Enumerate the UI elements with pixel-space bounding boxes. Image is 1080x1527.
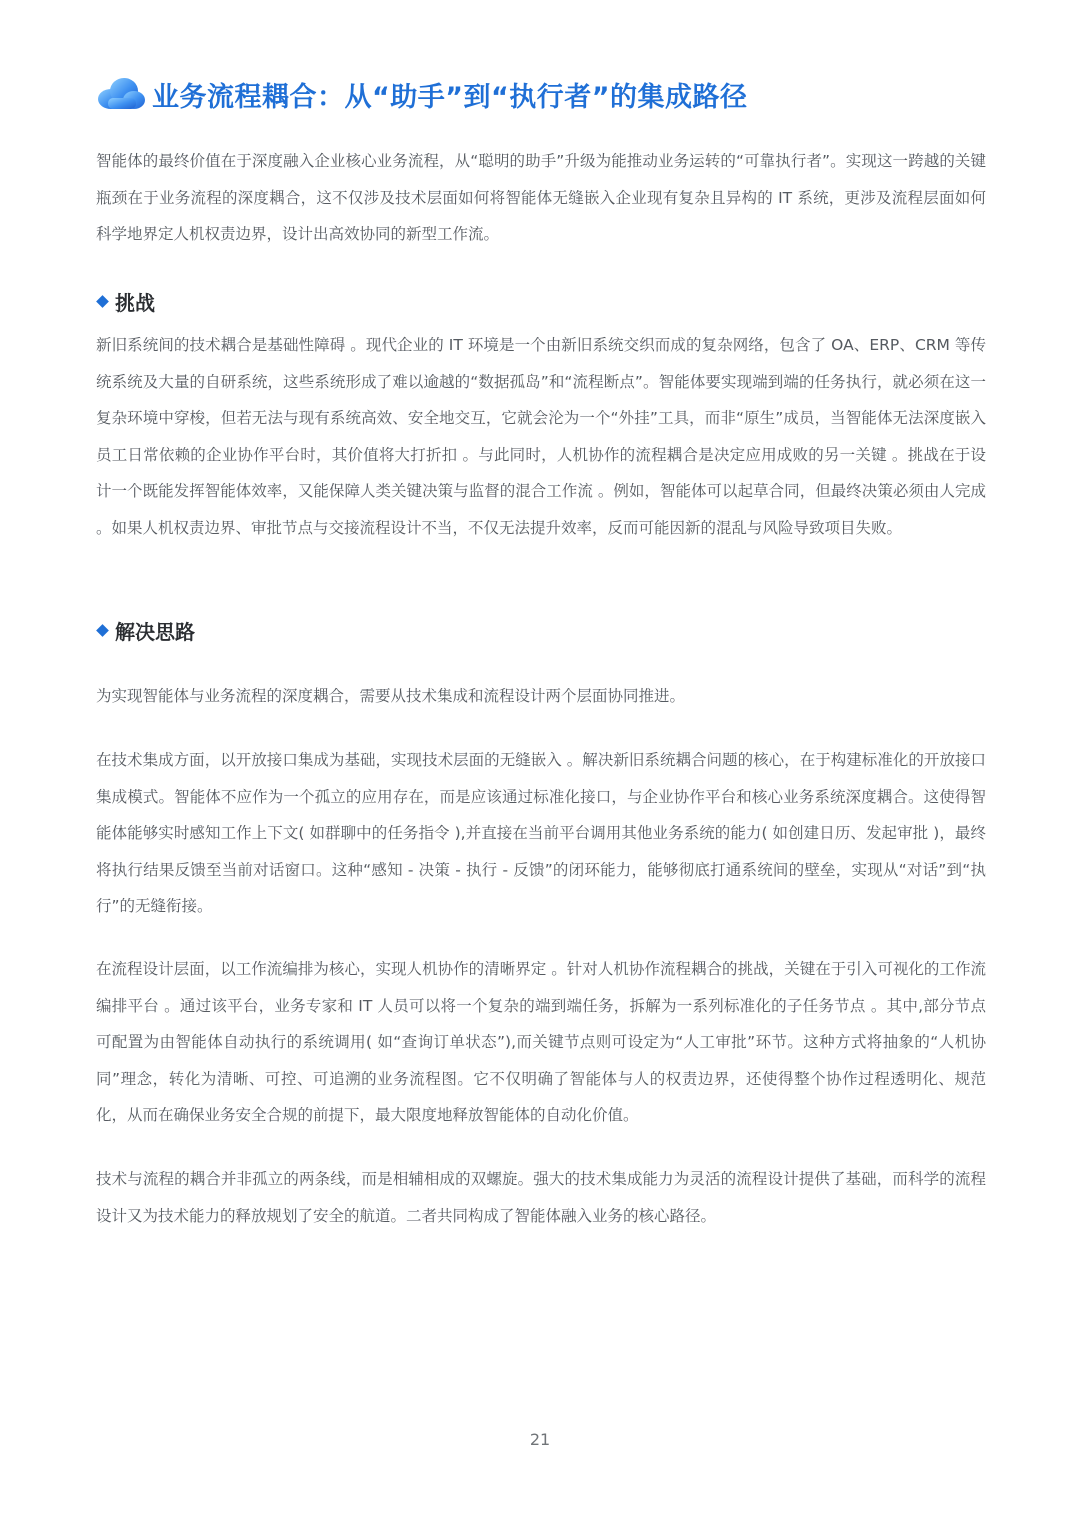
title-row (94, 68, 747, 120)
section-title: 挑战 (115, 290, 155, 315)
process-design-paragraph: 在流程设计层面，以工作流编排为核心，实现人机协作的清晰界定 。针对人机协作流程耦合的挑战，关键在于引入可视化的工作流编排平台 。通过该平台，业务专家和 IT 人员可以将一个复杂的端到端任务，拆解为一系列标准化的子任务节点 。其中,部分节点可配置为由智能体自动执行的系统调用( 如“查询订单状态”),而关键节点则可设定为“人工审批”环节。这种方式将抽象的“人机协同”理念，转化为清晰、可控、可追溯的业务流程图。它不仅明确了智能体与人的权责边界，还使得整个协作过程透明化、规范化，从而在确保业务安全合规的前提下，最大限度地释放智能体的自动化价值。 (96, 960, 986, 1124)
conclusion-paragraph: 技术与流程的耦合并非孤立的两条线，而是相辅相成的双螺旋。强大的技术集成能力为灵活的流程设计提供了基础，而科学的流程设计又为技术能力的释放规划了安全的航道。二者共同构成了智能体融入业务的核心路径。 (96, 1170, 986, 1225)
section-title: 解决思路 (115, 619, 195, 644)
page-title: 业务流程耦合：从“助手”到“执行者”的集成路径 (152, 81, 748, 113)
diamond-icon (96, 295, 109, 308)
intro-paragraph: 智能体的最终价值在于深度融入企业核心业务流程，从“聪明的助手”升级为能推动业务运转的“可靠执行者”。实现这一跨越的关键瓶颈在于业务流程的深度耦合，这不仅涉及技术层面如何将智能体无缝嵌入企业现有复杂且异构的 IT 系统，更涉及流程层面如何科学地界定人机权责边界，设计出高效协同的新型工作流。 (96, 152, 986, 243)
challenge-paragraph: 新旧系统间的技术耦合是基础性障碍 。现代企业的 IT 环境是一个由新旧系统交织而成的复杂网络，包含了 OA、ERP、CRM 等传统系统及大量的自研系统，这些系统形成了难以逾越的“数据孤岛”和“流程断点”。智能体要实现端到端的任务执行，就必须在这一复杂环境中穿梭，但若无法与现有系统高效、安全地交互，它就会沦为一个“外挂”工具，而非“原生”成员，当智能体无法深度嵌入员工日常依赖的企业协作平台时，其价值将大打折扣 。与此同时，人机协作的流程耦合是决定应用成败的另一关键 。挑战在于设计一个既能发挥智能体效率，又能保障人类关键决策与监督的混合工作流 。例如，智能体可以起草合同，但最终决策必须由人完成 。如果人机权责边界、审批节点与交接流程设计不当，不仅无法提升效率，反而可能因新的混乱与风险导致项目失败。 (96, 336, 986, 537)
solution-intro-paragraph: 为实现智能体与业务流程的深度耦合，需要从技术集成和流程设计两个层面协同推进。 (96, 687, 686, 705)
cloud-icon (94, 76, 146, 112)
section-heading-solution (96, 615, 195, 645)
tech-integration-paragraph: 在技术集成方面，以开放接口集成为基础，实现技术层面的无缝嵌入 。解决新旧系统耦合问题的核心，在于构建标准化的开放接口集成模式。智能体不应作为一个孤立的应用存在，而是应该通过标准化接口，与企业协作平台和核心业务系统深度耦合。这使得智能体能够实时感知工作上下文( 如群聊中的任务指令 ),并直接在当前平台调用其他业务系统的能力( 如创建日历、发起审批 )，最终将执行结果反馈至当前对话窗口。这种“感知 - 决策 - 执行 - 反馈”的闭环能力，能够彻底打通系统间的壁垒，实现从“对话”到“执行”的无缝衔接。 (96, 751, 986, 915)
page-number: 21 (529, 1430, 551, 1449)
section-heading-challenge (96, 286, 155, 316)
diamond-icon (96, 624, 109, 637)
